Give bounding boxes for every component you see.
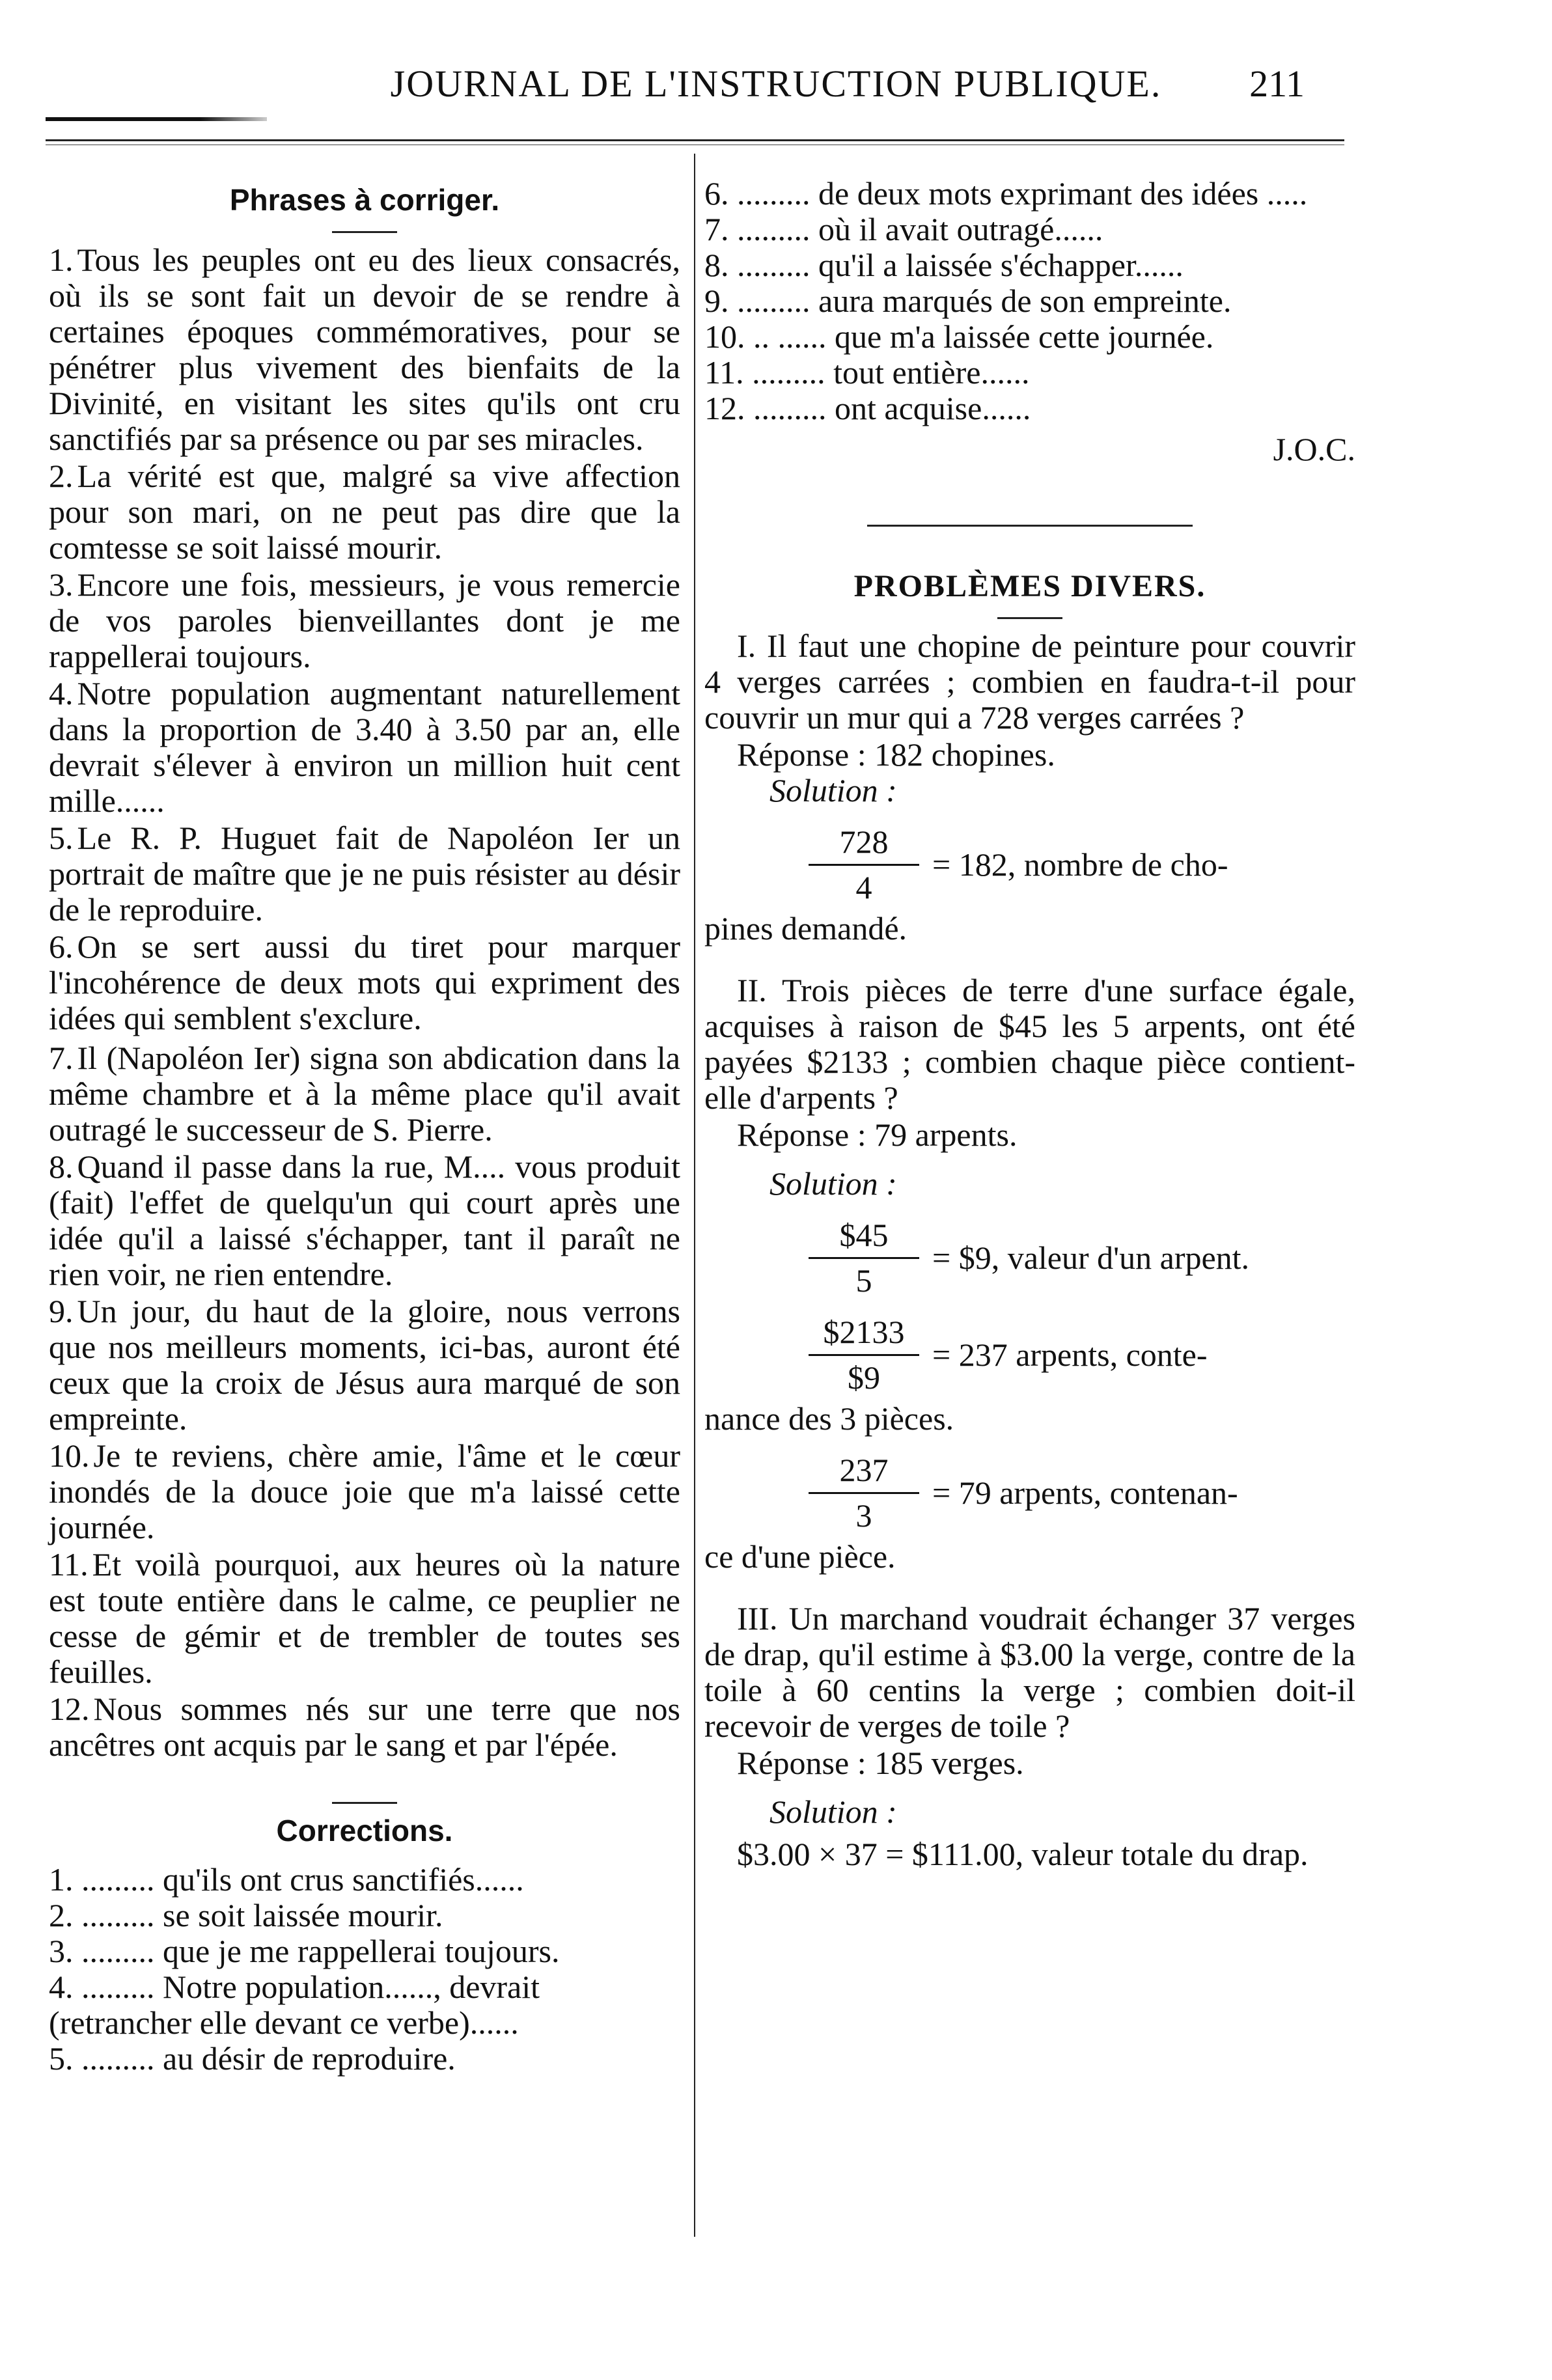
problem-answer: Réponse : 182 chopines. (737, 736, 1055, 773)
column-divider (694, 154, 695, 2237)
phrases-heading: Phrases à corriger. (229, 183, 500, 217)
phrase-item: 4. Notre population augmentant naturellement dans la proportion de 3.40 à 3.50 par an, elle devrait s'élever à environ un million huit cent mille...... (49, 675, 680, 819)
correction-item: 11. ......... tout entière...... (704, 354, 1030, 391)
fraction-equation (704, 1452, 1355, 1534)
page-number: 211 (1249, 62, 1305, 105)
problem-statement: II. Trois pièces de terre d'une surface égale, acquises à raison de $45 les 5 arpents, ont été payées $2133 ; combien chaque pièce contient-elle d'arpents ? (704, 972, 1355, 1116)
problems-heading: PROBLÈMES DIVERS. (853, 569, 1206, 603)
correction-item: 8. ......... qu'il a laissée s'échapper...... (704, 247, 1184, 283)
fraction-denominator: 4 (855, 869, 872, 906)
fraction-equation (704, 1314, 1355, 1396)
phrase-item: 11. Et voilà pourquoi, aux heures où la nature est toute entière dans le calme, ce peuplier ne cesse de gémir et de trembler de toutes ses feuilles. (49, 1546, 680, 1690)
phrase-item: 2. La vérité est que, malgré sa vive affection pour son mari, on ne peut pas dire que la comtesse se soit laissé mourir. (49, 458, 680, 566)
phrase-item: 6. On se sert aussi du tiret pour marquer l'incohérence de deux mots qui expriment des idées qui semblent s'exclure. (49, 928, 680, 1036)
right-column (704, 176, 1355, 1874)
phrase-item: 1. Tous les peuples ont eu des lieux consacrés, où ils se sont fait un devoir de se rendre à certaines époques commémoratives, pour se pénétrer plus vivement des bienfaits de la Divinité, en visitant les sites qu'ils ont cru sanctifiés par sa présence ou par ses miracles. (49, 242, 680, 457)
phrase-item: 10. Je te reviens, chère amie, l'âme et le cœur inondés de la douce joie que m'a laissé cette journée. (49, 1437, 680, 1545)
correction-item: 2. ......... se soit laissée mourir. (49, 1897, 443, 1933)
section-ornament (704, 506, 1355, 542)
phrase-item: 12. Nous sommes nés sur une terre que nos ancêtres ont acquis par le sang et par l'épée. (49, 1691, 680, 1763)
fraction-result: = $9, valeur d'un arpent. (932, 1239, 1250, 1276)
solution-label: Solution : (769, 772, 897, 809)
problem-answer: Réponse : 79 arpents. (737, 1116, 1018, 1153)
section-rule (332, 1802, 397, 1804)
heading-rule (997, 617, 1062, 619)
fraction-result: = 237 arpents, conte- (932, 1336, 1208, 1373)
correction-item: 7. ......... où il avait outragé...... (704, 211, 1103, 247)
problem-statement: I. Il faut une chopine de peinture pour couvrir 4 verges carrées ; combien en faudra-t-il pour couvrir un mur qui a 728 verges carrées ? (704, 628, 1355, 736)
continuation-text: ce d'une pièce. (704, 1538, 896, 1575)
correction-item: 1. ......... qu'ils ont crus sanctifiés...... (49, 1861, 524, 1898)
problem-answer: Réponse : 185 verges. (737, 1745, 1024, 1781)
correction-item: 6. ......... de deux mots exprimant des idées ..... (704, 175, 1308, 212)
fraction-denominator: $9 (848, 1359, 880, 1396)
heading-rule (332, 231, 397, 233)
header-swash-rule (46, 117, 267, 121)
correction-item: 5. ......... au désir de reproduire. (49, 2040, 456, 2077)
correction-item: 4. ......... Notre population......, devrait (retrancher elle devant ce verbe)...... (49, 1969, 540, 2041)
fraction-numerator: $2133 (823, 1314, 905, 1350)
phrase-item: 8. Quand il passe dans la rue, M.... vous produit (fait) l'effet de quelqu'un qui court après une idée qu'il a laissé s'échapper, tant il paraît ne rien voir, ne rien entendre. (49, 1148, 680, 1292)
header-rule (46, 139, 1344, 141)
correction-item: 9. ......... aura marqués de son empreinte. (704, 283, 1232, 319)
fraction-result: = 79 arpents, contenan- (932, 1474, 1238, 1511)
journal-title: JOURNAL DE L'INSTRUCTION PUBLIQUE. (390, 62, 1162, 105)
left-column (49, 176, 680, 2077)
phrase-item: 3. Encore une fois, messieurs, je vous remercie de vos paroles bienveillantes dont je me rappellerai toujours. (49, 566, 680, 674)
solution-label: Solution : (769, 1165, 897, 1202)
author-signature: J.O.C. (1273, 431, 1355, 467)
corrections-heading: Corrections. (276, 1814, 453, 1847)
fraction-denominator: 3 (855, 1497, 872, 1534)
page-header (46, 62, 1506, 114)
problem-statement: III. Un marchand voudrait échanger 37 verges de drap, qu'il estime à $3.00 la verge, contre de la toile à 60 centins la verge ; combien doit-il recevoir de verges de toile ? (704, 1600, 1355, 1744)
solution-label: Solution : (769, 1793, 897, 1830)
fraction-numerator: $45 (839, 1217, 889, 1253)
phrase-item: 5. Le R. P. Huguet fait de Napoléon Ier un portrait de maître que je ne puis résister au désir de le reproduire. (49, 820, 680, 928)
correction-item: 12. ......... ont acquise...... (704, 390, 1031, 426)
fraction-numerator: 728 (839, 823, 889, 860)
fraction-result: = 182, nombre de cho- (932, 846, 1228, 883)
fraction-numerator: 237 (839, 1452, 889, 1488)
continuation-text: nance des 3 pièces. (704, 1400, 954, 1437)
correction-item: 3. ......... que je me rappellerai toujours. (49, 1933, 560, 1969)
correction-item: 10. .. ...... que m'a laissée cette journée. (704, 318, 1214, 355)
phrase-item: 7. Il (Napoléon Ier) signa son abdication dans la même chambre et à la même place qu'il avait outragé le successeur de S. Pierre. (49, 1040, 680, 1148)
fraction-equation (704, 824, 1355, 906)
fraction-equation (704, 1217, 1355, 1299)
calculation-line: $3.00 × 37 = $111.00, valeur totale du drap. (737, 1836, 1309, 1872)
phrase-item: 9. Un jour, du haut de la gloire, nous verrons que nos meilleurs moments, ici-bas, auront été ceux que la croix de Jésus aura marqué de son empreinte. (49, 1293, 680, 1437)
fraction-denominator: 5 (855, 1262, 872, 1299)
continuation-text: pines demandé. (704, 910, 908, 947)
